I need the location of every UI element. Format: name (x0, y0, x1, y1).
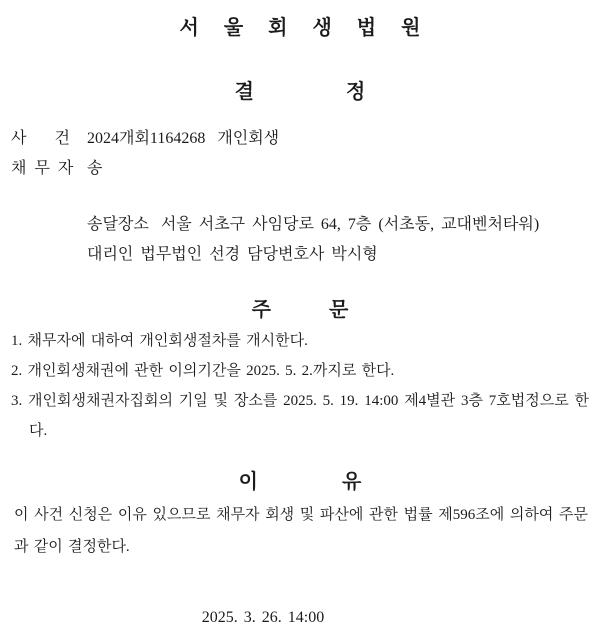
case-number-row (11, 124, 590, 154)
decision-datetime: 2025. 3. 26. 14:00 (201, 609, 325, 626)
debtor-label: 채 무 자 (11, 160, 74, 177)
debtor-row (11, 154, 590, 184)
decision-heading: 결정 (234, 81, 458, 103)
reason-heading: 이유 (238, 471, 446, 493)
order-item-2: 2. 개인회생채권에 관한 이의기간을 2025. 5. 2.까지로 한다. (11, 363, 395, 379)
case-number-label: 사 건 (11, 130, 70, 147)
order-item-3: 3. 개인회생채권자집회의 기일 및 장소를 2025. 5. 19. 14:00 제4별관 3층 7호법정으로 한다. (11, 393, 589, 439)
order-list (0, 326, 600, 446)
service-address-row (87, 210, 600, 240)
order-heading: 주문 (251, 299, 407, 321)
reason-paragraph: 이 사건 신청은 이유 있으므로 채무자 회생 및 파산에 관한 법률 제596조에 의하여 주문과 같이 결정한다. (14, 507, 588, 555)
debtor-name: 송 (87, 160, 103, 177)
case-info-block (0, 124, 600, 184)
court-title: 서울회생법원 (179, 17, 446, 39)
party-info-block (0, 210, 600, 270)
service-address-label: 송달장소 (87, 216, 149, 233)
service-address-value: 서울 서초구 사임당로 64, 7층 (서초동, 교대벤처타워) (160, 216, 540, 233)
case-number-value: 2024개회1164268 개인회생 (87, 130, 280, 147)
attorney-row: 대리인 법무법인 선경 담당변호사 박시형 (87, 246, 378, 263)
order-item-1: 1. 채무자에 대하여 개인회생절차를 개시한다. (11, 333, 308, 349)
